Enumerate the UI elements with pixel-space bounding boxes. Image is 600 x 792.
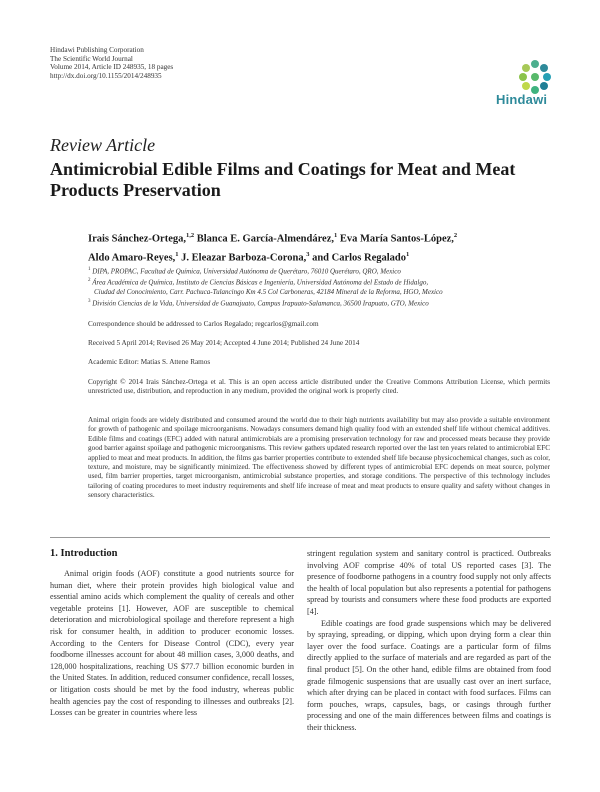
doi-link[interactable]: http://dx.doi.org/10.1155/2014/248935 (50, 71, 162, 80)
author-affiliation-sup: 2 (453, 232, 458, 239)
author-affiliation-sup: 1 (406, 250, 410, 258)
body-column-left (50, 568, 294, 719)
paragraph: stringent regulation system and sanitary control is practiced. Outbreaks involving AOF comprise 40% of total US reported cases [3]. The presence of foodborne pathogens in a country food supply not only affects the health of local population but also represents a potential for pathogens spread by tourists and consumers where these food products are exported [4]. (307, 549, 551, 616)
paragraph: Animal origin foods (AOF) constitute a good nutrients source for human diet, where their protein provides high biological value and essential amino acids which complement the quality of cereals and other vegetable proteins [1]. However, AOF are susceptible to chemical deterioration and microbiological spoilage and therefore represent a high risk for consumer health, in addition to producer economic losses. According to the Centers for Disease Control (CDC), every year foodborne illnesses account for about 48 million cases, 3,000 deaths, and 128,000 hospitalizations, reaching US $77.7 billion economic burden in the United States. In addition, reduced consumer confidence, recall losses, or litigation costs should be met by the food industry, whereas public health agencies pay the cost of responding to illnesses and outbreaks [2]. Losses can be greater in countries where less (50, 569, 294, 718)
author-list (88, 228, 548, 265)
affiliation-text: DIPA, PROPAC, Facultad de Química, Universidad Autónoma de Querétaro, 76010 Querétaro, QRO, Mexico (92, 267, 401, 276)
author-name: Irais Sánchez-Ortega, (88, 233, 186, 245)
section-heading: 1. Introduction (50, 548, 118, 559)
affiliation-text: Ciudad del Conocimiento, Carr. Pachuca-Tulancingo Km 4.5 Col Carboneras, 42184 Mineral de la Reforma, HGO, Mexico (94, 287, 443, 296)
article-type: Review Article (50, 135, 156, 155)
journal-header (50, 46, 173, 80)
author-name: Aldo Amaro-Reyes, (88, 252, 176, 263)
correspondence: Correspondence should be addressed to Carlos Regalado; regcarlos@gmail.com (88, 320, 319, 328)
author-name: J. Eleazar Barboza-Corona, (178, 252, 307, 263)
divider (50, 537, 550, 538)
article-dates: Received 5 April 2014; Revised 26 May 2014; Accepted 4 June 2014; Published 24 June 2014 (88, 339, 360, 347)
affiliations (88, 265, 548, 308)
body-column-right (307, 548, 551, 734)
affiliation-line (88, 265, 548, 276)
affiliation-text: Área Académica de Química, Instituto de Ciencias Básicas e Ingeniería, Universidad Autónoma del Estado de Hidalgo, (92, 278, 429, 287)
affiliation-sup: 1 (88, 267, 91, 272)
affiliation-line (88, 276, 548, 287)
volume-line: Volume 2014, Article ID 248935, 18 pages (50, 63, 174, 72)
paragraph: Edible coatings are food grade suspensions which may be delivered by spraying, spreading, or dipping, which upon drying form a clear thin layer over the food surface. Coatings are a particular form of films directly applied to the surface of materials and are regarded as part of the final product [5]. On the other hand, edible films are obtained from food grade filmogenic suspensions that are usually cast over an inert surface, which after drying can be placed in contact with food surfaces. Films can form pouches, wraps, capsules, bags, or casings through further processing and one of the main differences between films and coatings is their thickness. (307, 618, 551, 732)
author-name: and Carlos Regalado (309, 252, 406, 263)
affiliation-sup: 3 (88, 298, 91, 304)
author-affiliation-sup: 3 (306, 250, 310, 258)
hindawi-logo-text: Hindawi (496, 92, 548, 107)
author-affiliation-sup: 1 (334, 232, 338, 239)
author-affiliation-sup: 1 (175, 250, 179, 258)
academic-editor: Academic Editor: Matías S. Attene Ramos (88, 358, 211, 366)
copyright-notice: Copyright © 2014 Irais Sánchez-Ortega et al. This is an open access article distributed under the Creative Commons Attribution License, which permits unrestricted use, distribution, and reproduction in any medium, provided the original work is properly cited. (88, 378, 550, 396)
author-name: Blanca E. García-Almendárez, (194, 233, 334, 245)
affiliation-line (88, 297, 548, 308)
publisher-line: Hindawi Publishing Corporation (50, 46, 144, 54)
author-name: Eva María Santos-López, (337, 233, 454, 245)
affiliation-sup: 2 (88, 278, 91, 284)
author-affiliation-sup: 1,2 (185, 232, 195, 239)
journal-line: The Scientific World Journal (50, 54, 133, 63)
article-title: Antimicrobial Edible Films and Coatings for Meat and Meat Products Preservation (50, 159, 516, 200)
affiliation-text: División Ciencias de la Vida, Universidad de Guanajuato, Campus Irapuato-Salamanca, 36500 Irapuato, GTO, Mexico (92, 298, 429, 307)
abstract: Animal origin foods are widely distributed and consumed around the world due to their high nutrients availability but may also provide a suitable environment for growth of pathogenic and spoilage microorganisms. Nowadays consumers demand high quality food with an extended shelf life without chemical additives. Edible films and coatings (EFC) added with natural antimicrobials are a promising preservation technology for raw and processed meats because they provide good barrier against spoilage and pathogenic microorganisms. This review gathers updated research reported over the last ten years related to antimicrobial EFC applied to meat and meat products. In addition, the films gas barrier properties contribute to extended shelf life because physicochemical changes, such as color, texture, and moisture, may be significantly minimized. The effectiveness showed by different types of antimicrobial EFC depends on meat source, polymer used, film barrier properties, target microorganism, antimicrobial substance properties, and storage conditions. The perspective of this technology includes tailoring of coating procedures to meet industry requirements and shelf life increase of meat and meat products to ensure quality and safety without changes in sensory characteristics. (88, 416, 550, 500)
affiliation-line (88, 288, 548, 297)
